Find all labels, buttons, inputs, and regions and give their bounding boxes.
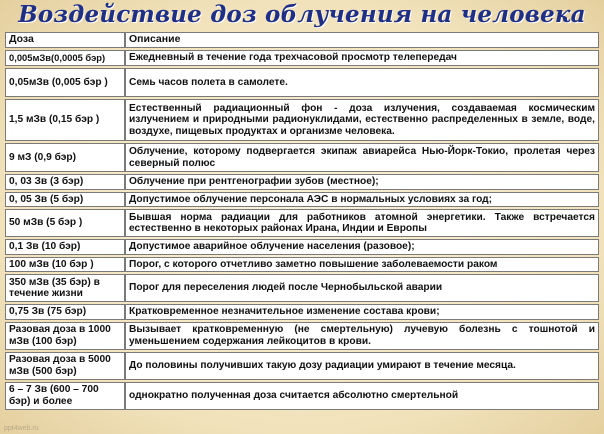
table-row [5,322,599,350]
description-cell: Облучение, которому подвергается экипаж авиарейса Нью-Йорк-Токио, пролетая через северный полюс [125,143,599,172]
dose-cell: 9 мЗ (0,9 бэр) [5,143,125,172]
dose-cell: 0, 03 Зв (3 бэр) [5,174,125,190]
description-cell: Порог, с которого отчетливо заметно повышение заболеваемости раком [125,257,599,273]
table-row [5,50,599,66]
description-cell: Допустимое аварийное облучение населения (разовое); [125,239,599,255]
table-row [5,304,599,320]
description-cell: До половины получивших такую дозу радиации умирают в течение месяца. [125,352,599,380]
dose-cell: 0, 05 Зв (5 бэр) [5,192,125,208]
table-row [5,174,599,190]
description-cell: Вызывает кратковременную (не смертельную) лучевую болезнь с тошнотой и уменьшением содержания лейкоцитов в крови. [125,322,599,350]
description-cell: Бывшая норма радиации для работников атомной энергетики. Также встречается естественно в некоторых районах Ирана, Индии и Европы [125,209,599,237]
table-row [5,274,599,302]
table-row [5,209,599,237]
dose-cell: 50 мЗв (5 бэр ) [5,209,125,237]
table-row [5,382,599,410]
dose-cell: 0,005мЗв(0,0005 бэр) [5,50,125,66]
table-row [5,257,599,273]
description-cell: однократно полученная доза считается абсолютно смертельной [125,382,599,410]
dose-cell: 350 мЗв (35 бэр) в течение жизни [5,274,125,302]
table-row [5,192,599,208]
dose-cell: Разовая доза в 1000 мЗв (100 бэр) [5,322,125,350]
dose-cell: 1,5 мЗв (0,15 бэр ) [5,99,125,141]
description-cell: Ежедневный в течение года трехчасовой просмотр телепередач [125,50,599,66]
page-title: Воздействие доз облучения на человека [18,1,586,28]
table-row [5,239,599,255]
dose-cell: Разовая доза в 5000 мЗв (500 бэр) [5,352,125,380]
dose-table-container [5,30,599,412]
table-row [5,68,599,97]
description-cell: Естественный радиационный фон - доза излучения, создаваемая космическим излучением и природными радионуклидами, естественно распределенных в земле, воде, воздухе, пищевых продуктах и организме человека. [125,99,599,141]
dose-cell: 0,1 Зв (10 бэр) [5,239,125,255]
dose-cell: 0,05мЗв (0,005 бэр ) [5,68,125,97]
dose-cell: 6 – 7 Зв (600 – 700 бэр) и более [5,382,125,410]
header-dose: Доза [5,32,125,48]
description-cell: Порог для переселения людей после Чернобыльской аварии [125,274,599,302]
table-header-row [5,32,599,48]
watermark: ppt4web.ru [4,425,39,432]
description-cell: Облучение при рентгенографии зубов (местное); [125,174,599,190]
dose-cell: 100 мЗв (10 бэр ) [5,257,125,273]
description-cell: Допустимое облучение персонала АЭС в нормальных условиях за год; [125,192,599,208]
table-row [5,352,599,380]
table-row [5,143,599,172]
dose-cell: 0,75 Зв (75 бэр) [5,304,125,320]
header-description: Описание [125,32,599,48]
table-row [5,99,599,141]
description-cell: Семь часов полета в самолете. [125,68,599,97]
dose-table [5,30,599,412]
description-cell: Кратковременное незначительное изменение состава крови; [125,304,599,320]
